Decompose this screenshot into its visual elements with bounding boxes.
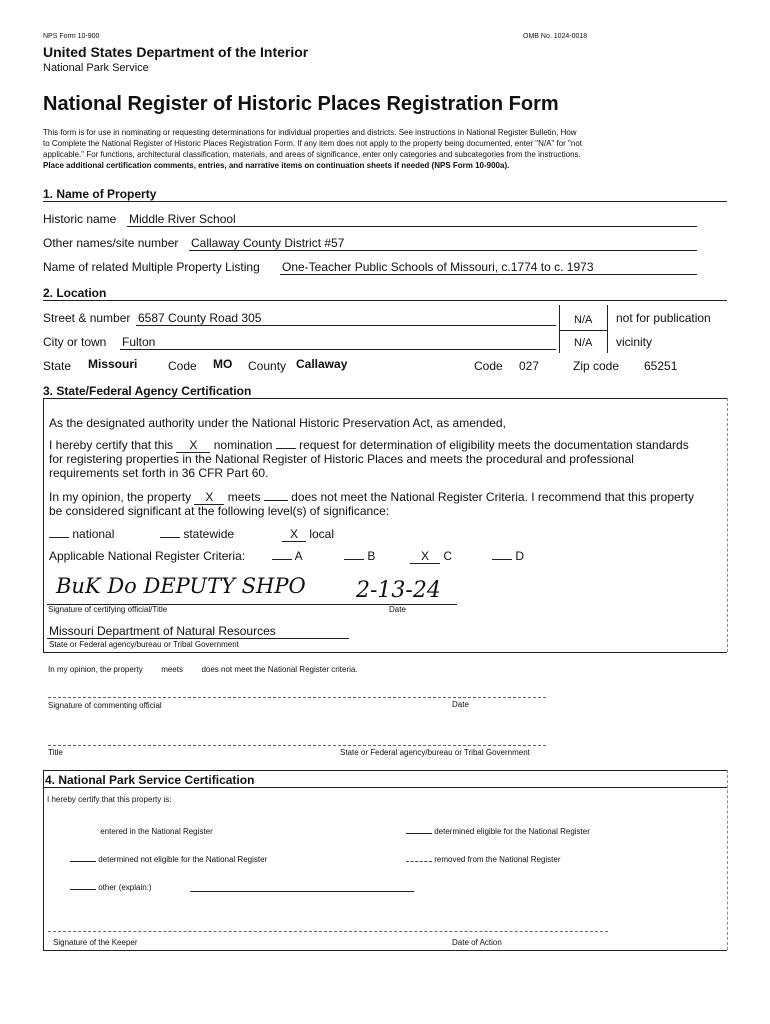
- keeper-signature-line: [48, 931, 608, 932]
- determined-eligible-checkbox[interactable]: [406, 833, 432, 834]
- agency-label: State or Federal agency/bureau or Tribal Government: [49, 640, 239, 649]
- national-checkbox[interactable]: [49, 537, 69, 538]
- criteria-b-label: B: [367, 549, 376, 563]
- service-name: National Park Service: [43, 62, 149, 74]
- state-code-value[interactable]: MO: [213, 357, 233, 371]
- certify-text: request for determination of eligibility meets the documentation standards: [299, 438, 689, 452]
- level-local: [282, 527, 334, 542]
- section1-heading: 1. Name of Property: [43, 187, 157, 201]
- nps-certify-statement: I hereby certify that this property is:: [47, 795, 172, 804]
- comment-opinion: [48, 665, 358, 674]
- criteria-c-checkbox[interactable]: X: [410, 549, 440, 564]
- vicinity-na[interactable]: N/A: [574, 337, 593, 349]
- opinion-line-2: be considered significant at the following level(s) of significance:: [49, 504, 390, 518]
- opinion-line: [49, 490, 694, 505]
- date-label: Date: [389, 605, 406, 614]
- divider: [43, 300, 727, 301]
- form-title: National Register of Historic Places Registration Form: [43, 93, 559, 115]
- criteria-c: [410, 549, 452, 564]
- opinion-text: does not meet the National Register Criteria. I recommend that this property: [291, 490, 694, 504]
- divider: [43, 398, 727, 399]
- criteria-a-label: A: [294, 549, 303, 563]
- county-code-value[interactable]: 027: [519, 359, 540, 373]
- certifying-signature: BuK Do DEPUTY SHPO: [56, 574, 306, 598]
- vicinity-label: vicinity: [616, 335, 653, 349]
- criteria-c-label: C: [443, 549, 453, 563]
- section3-heading: 3. State/Federal Agency Certification: [43, 384, 252, 398]
- section3-box-left: [43, 398, 44, 652]
- divider: [43, 201, 727, 202]
- certify-text: I hereby certify that this: [49, 438, 174, 452]
- comment-meets-label: meets: [161, 665, 183, 674]
- meets-label: meets: [227, 490, 261, 504]
- agency-value[interactable]: Missouri Department of Natural Resources: [49, 624, 276, 638]
- authority-statement: As the designated authority under the National Historic Preservation Act, as amended,: [49, 416, 506, 430]
- na-box-left: [559, 305, 560, 353]
- instructions-line: Place additional certification comments, entries, and narrative items on continuation sheets if needed (NPS Form 10-900a).: [43, 161, 510, 170]
- removed-checkbox[interactable]: [406, 861, 432, 862]
- entered-label: entered in the National Register: [100, 827, 213, 836]
- title-label: Title: [48, 748, 63, 757]
- criteria-a-checkbox[interactable]: [272, 559, 292, 560]
- comment-date-label: Date: [452, 700, 469, 709]
- field-underline: [127, 226, 697, 227]
- historic-name-label: Historic name: [43, 212, 117, 226]
- other-names-label: Other names/site number: [43, 236, 179, 250]
- meets-checkbox[interactable]: X: [194, 490, 224, 505]
- local-checkbox[interactable]: X: [282, 527, 306, 542]
- does-not-meet-checkbox[interactable]: [264, 500, 288, 501]
- comment-signature-label: Signature of commenting official: [48, 701, 162, 710]
- comment-agency-label: State or Federal agency/bureau or Tribal Government: [340, 748, 530, 757]
- comment-text: In my opinion, the property: [48, 665, 143, 674]
- other-label: other (explain:): [98, 883, 152, 892]
- local-label: local: [309, 527, 335, 541]
- section2-heading: 2. Location: [43, 286, 107, 300]
- title-line: [48, 745, 546, 746]
- street-label: Street & number: [43, 311, 131, 325]
- zip-label: Zip code: [573, 359, 620, 373]
- criteria-b-checkbox[interactable]: [344, 559, 364, 560]
- nomination-checkbox[interactable]: X: [176, 438, 210, 453]
- criteria-d-label: D: [515, 549, 525, 563]
- option-determined-eligible: [406, 827, 590, 836]
- instructions-line: applicable." For functions, architectural classification, materials, and areas of significance, enter only categories and subcategories from the instructions.: [43, 150, 581, 159]
- county-label: County: [248, 359, 287, 373]
- form-number: NPS Form 10-900: [43, 33, 100, 40]
- state-value[interactable]: Missouri: [88, 357, 138, 371]
- zip-value[interactable]: 65251: [644, 359, 678, 373]
- field-underline: [280, 274, 697, 275]
- comment-signature-line: [48, 697, 546, 698]
- statewide-checkbox[interactable]: [160, 537, 180, 538]
- option-other: [70, 883, 152, 892]
- mpl-value[interactable]: One-Teacher Public Schools of Missouri, c.1774 to c. 1973: [282, 260, 594, 274]
- other-names-value[interactable]: Callaway County District #57: [191, 236, 345, 250]
- criteria-d-checkbox[interactable]: [492, 559, 512, 560]
- criteria-d: [492, 549, 524, 563]
- city-value[interactable]: Fulton: [122, 335, 156, 349]
- section4-heading: 4. National Park Service Certification: [45, 773, 255, 787]
- criteria-label: Applicable National Register Criteria:: [49, 549, 246, 563]
- criteria-a: [272, 549, 303, 563]
- other-explain-line: [190, 891, 414, 892]
- determined-not-checkbox[interactable]: [70, 861, 96, 862]
- historic-name-value[interactable]: Middle River School: [129, 212, 236, 226]
- certify-line: [49, 438, 689, 453]
- certify-line-3: requirements set forth in 36 CFR Part 60.: [49, 466, 269, 480]
- certifying-date: 2-13-24: [356, 578, 441, 603]
- keeper-signature-label: Signature of the Keeper: [53, 938, 138, 947]
- request-checkbox[interactable]: [276, 448, 296, 449]
- date-of-action-label: Date of Action: [452, 938, 502, 947]
- field-underline: [136, 325, 556, 326]
- signature-label: Signature of certifying official/Title: [48, 605, 168, 614]
- state-code-label: Code: [168, 359, 197, 373]
- mpl-label: Name of related Multiple Property Listing: [43, 260, 260, 274]
- divider: [43, 950, 727, 951]
- other-checkbox[interactable]: [70, 889, 96, 890]
- removed-label: removed from the National Register: [434, 855, 561, 864]
- level-national: [49, 527, 114, 541]
- county-code-label: Code: [474, 359, 503, 373]
- determined-not-label: determined not eligible for the National Register: [98, 855, 268, 864]
- statewide-label: statewide: [183, 527, 235, 541]
- na-box-right: [607, 305, 608, 353]
- instructions-line: to Complete the National Register of Historic Places Registration Form. If any item does not apply to the property being documented, enter "N/A" for "not: [43, 139, 583, 148]
- criteria-b: [344, 549, 375, 563]
- section4-box-left: [43, 770, 44, 950]
- county-value[interactable]: Callaway: [296, 357, 348, 371]
- instructions-line: This form is for use in nominating or requesting determinations for individual properties and districts. See instructions in National Register Bulletin, How: [43, 128, 577, 137]
- field-underline: [189, 250, 697, 251]
- divider: [43, 770, 727, 771]
- level-statewide: [160, 527, 234, 541]
- na-box-divider: [559, 330, 607, 331]
- option-entered: [70, 827, 213, 836]
- section3-box-right: [727, 398, 728, 652]
- department-name: United States Department of the Interior: [43, 44, 309, 60]
- agency-underline: [47, 638, 349, 639]
- instructions: [43, 127, 582, 171]
- opinion-text: In my opinion, the property: [49, 490, 192, 504]
- determined-eligible-label: determined eligible for the National Register: [434, 827, 590, 836]
- section4-box-right: [727, 770, 728, 950]
- field-underline: [120, 349, 556, 350]
- state-label: State: [43, 359, 72, 373]
- nomination-label: nomination: [213, 438, 273, 452]
- comment-text: does not meet the National Register criteria.: [201, 665, 358, 674]
- omb-number: OMB No. 1024-0018: [523, 33, 588, 40]
- city-label: City or town: [43, 335, 107, 349]
- not-for-publication-label: not for publication: [616, 311, 711, 325]
- divider: [43, 652, 727, 653]
- certify-line-2: for registering properties in the National Register of Historic Places and meets the procedural and professional: [49, 452, 634, 466]
- not-for-publication-na[interactable]: N/A: [574, 314, 593, 326]
- option-determined-not: [70, 855, 267, 864]
- street-value[interactable]: 6587 County Road 305: [138, 311, 262, 325]
- option-removed: [406, 855, 561, 864]
- divider: [43, 787, 727, 788]
- national-label: national: [72, 527, 115, 541]
